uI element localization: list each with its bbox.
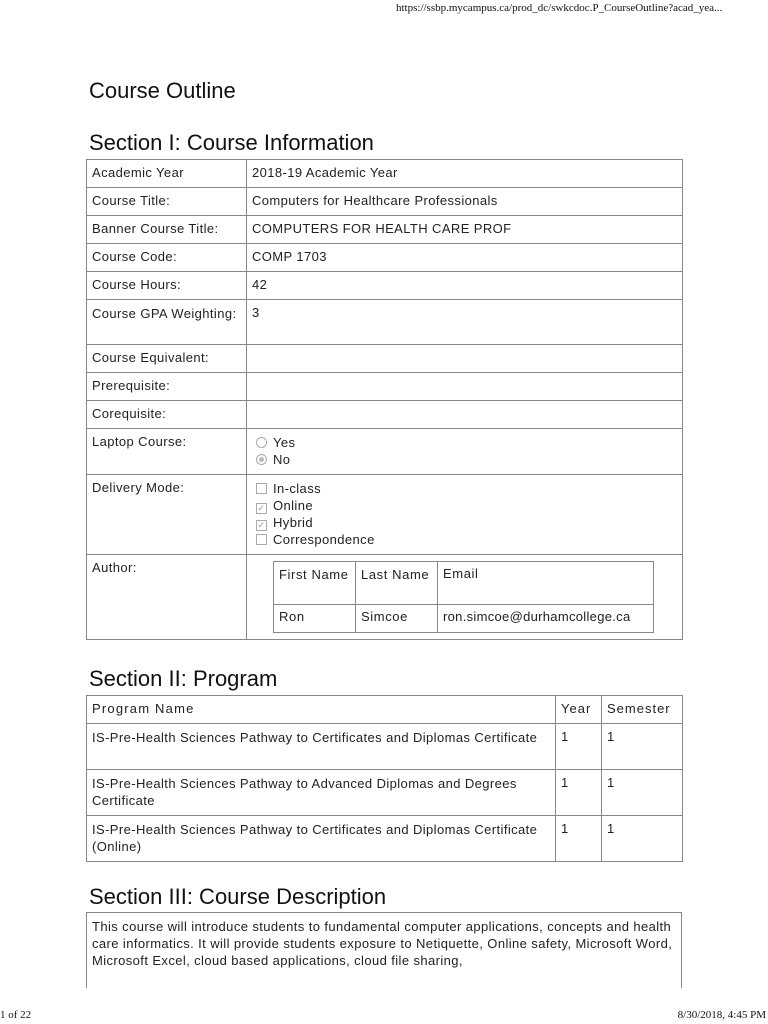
label-academic-year: Academic Year	[87, 160, 247, 188]
value-corequisite	[247, 401, 683, 429]
table-row	[87, 555, 683, 640]
checkbox-checked[interactable]: ✓	[257, 503, 266, 513]
radio-button-selected[interactable]	[256, 454, 267, 465]
label-gpa-weighting: Course GPA Weighting:	[87, 300, 247, 345]
label-delivery-mode: Delivery Mode:	[87, 475, 247, 555]
label-laptop-course: Laptop Course:	[87, 429, 247, 475]
section2-title: Section II: Program	[89, 666, 278, 691]
author-header-email: Email	[438, 562, 654, 605]
table-header-row	[87, 696, 683, 724]
col-header-program-name: Program Name	[87, 696, 556, 724]
table-row	[87, 188, 683, 216]
table-row	[87, 373, 683, 401]
delivery-option-hybrid[interactable]: ✓ Hybrid	[257, 515, 313, 530]
table-row	[87, 272, 683, 300]
laptop-course-options	[247, 429, 683, 475]
value-banner-title: COMPUTERS FOR HEALTH CARE PROF	[247, 216, 683, 244]
table-row	[87, 300, 683, 345]
table-row	[87, 770, 683, 816]
table-row	[87, 216, 683, 244]
author-last-name: Simcoe	[356, 605, 438, 633]
label-course-hours: Course Hours:	[87, 272, 247, 300]
delivery-option-online[interactable]: ✓ Online	[257, 498, 313, 513]
page-number: 1 of 22	[0, 1009, 32, 1021]
laptop-option-no[interactable]: No	[252, 451, 677, 468]
program-semester-cell: 1	[602, 770, 683, 816]
program-semester-cell: 1	[602, 724, 683, 770]
label-prerequisite: Prerequisite:	[87, 373, 247, 401]
label-author: Author:	[87, 555, 247, 640]
program-year-cell: 1	[556, 816, 602, 862]
label-corequisite: Corequisite:	[87, 401, 247, 429]
value-course-hours: 42	[247, 272, 683, 300]
author-first-name: Ron	[274, 605, 356, 633]
author-email: ron.simcoe@durhamcollege.ca	[438, 605, 654, 633]
value-course-title: Computers for Healthcare Professionals	[247, 188, 683, 216]
table-row	[87, 475, 683, 555]
label-course-title: Course Title:	[87, 188, 247, 216]
table-row	[87, 401, 683, 429]
program-year-cell: 1	[556, 770, 602, 816]
program-name-cell: IS-Pre-Health Sciences Pathway to Advanced Diplomas and Degrees Certificate	[87, 770, 556, 816]
label-banner-title: Banner Course Title:	[87, 216, 247, 244]
program-name-cell: IS-Pre-Health Sciences Pathway to Certificates and Diplomas Certificate (Online)	[87, 816, 556, 862]
course-info-table	[86, 159, 683, 640]
checkbox-unchecked[interactable]	[256, 534, 267, 545]
value-prerequisite	[247, 373, 683, 401]
table-row	[87, 816, 683, 862]
program-table	[86, 695, 683, 862]
table-row	[87, 429, 683, 475]
delivery-option-in-class[interactable]: In-class	[252, 480, 677, 497]
author-header-last-name: Last Name	[356, 562, 438, 605]
checkbox-checked[interactable]: ✓	[257, 520, 266, 530]
author-table	[273, 561, 654, 633]
checkbox-unchecked[interactable]	[256, 483, 267, 494]
table-row	[87, 244, 683, 272]
author-data-row	[274, 605, 654, 633]
radio-button-unselected[interactable]	[256, 437, 267, 448]
col-header-semester: Semester	[602, 696, 683, 724]
value-course-equivalent	[247, 345, 683, 373]
table-row	[87, 160, 683, 188]
value-academic-year: 2018-19 Academic Year	[247, 160, 683, 188]
col-header-year: Year	[556, 696, 602, 724]
print-timestamp: 8/30/2018, 4:45 PM	[677, 1009, 766, 1021]
author-cell	[247, 555, 683, 640]
section3-title: Section III: Course Description	[89, 884, 387, 909]
value-gpa-weighting: 3	[247, 300, 683, 345]
program-semester-cell: 1	[602, 816, 683, 862]
author-header-first-name: First Name	[274, 562, 356, 605]
author-header-row	[274, 562, 654, 605]
table-row	[87, 345, 683, 373]
label-course-equivalent: Course Equivalent:	[87, 345, 247, 373]
program-name-cell: IS-Pre-Health Sciences Pathway to Certificates and Diplomas Certificate	[87, 724, 556, 770]
delivery-mode-options	[247, 475, 683, 555]
value-course-code: COMP 1703	[247, 244, 683, 272]
laptop-option-yes[interactable]: Yes	[252, 434, 677, 451]
page-title: Course Outline	[89, 78, 236, 103]
section1-title: Section I: Course Information	[89, 130, 374, 155]
course-description: This course will introduce students to fundamental computer applications, concepts and health care informatics. It will provide students exposure to Netiquette, Online safety, Microsoft Word, Microsoft Excel, cloud based applications, cloud file sharing,	[86, 912, 682, 988]
label-course-code: Course Code:	[87, 244, 247, 272]
table-row	[87, 724, 683, 770]
page-url: https://ssbp.mycampus.ca/prod_dc/swkcdoc.P_CourseOutline?acad_yea...	[396, 2, 723, 14]
program-year-cell: 1	[556, 724, 602, 770]
delivery-option-correspondence[interactable]: Correspondence	[252, 531, 677, 548]
